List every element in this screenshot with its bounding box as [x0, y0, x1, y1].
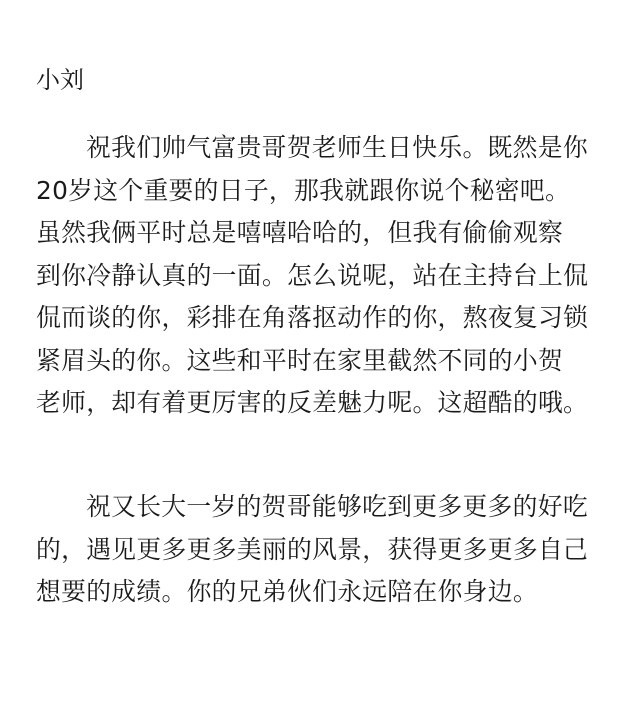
- paragraph-line: 祝我们帅气富贵哥贺老师生日快乐。既然是你: [86, 133, 588, 162]
- paragraph-line: 的，遇见更多更多美丽的风景，获得更多更多自己: [36, 534, 589, 564]
- greeting-salutation: 小刘: [36, 66, 84, 94]
- paragraph-birthday-wishes: [36, 127, 616, 425]
- paragraph-closing-wishes: [36, 486, 616, 614]
- paragraph-line: 20岁这个重要的日子，那我就跟你说个秘密吧。: [36, 175, 571, 205]
- paragraph-line: 到你冷静认真的一面。怎么说呢，站在主持台上侃: [36, 260, 589, 290]
- paragraph-line: 侃而谈的你，彩排在角落抠动作的你，熬夜复习锁: [36, 303, 589, 332]
- paragraph-line: 祝又长大一岁的贺哥能够吃到更多更多的好吃: [86, 492, 588, 521]
- paragraph-line: 想要的成绩。你的兄弟伙们永远陪在你身边。: [36, 577, 538, 606]
- paragraph-line: 紧眉头的你。这些和平时在家里截然不同的小贺: [36, 345, 564, 375]
- paragraph-line: 老师，却有着更厉害的反差魅力呢。这超酷的哦。: [36, 388, 589, 417]
- paragraph-line: 虽然我俩平时总是嘻嘻哈哈的，但我有偷偷观察: [36, 218, 564, 247]
